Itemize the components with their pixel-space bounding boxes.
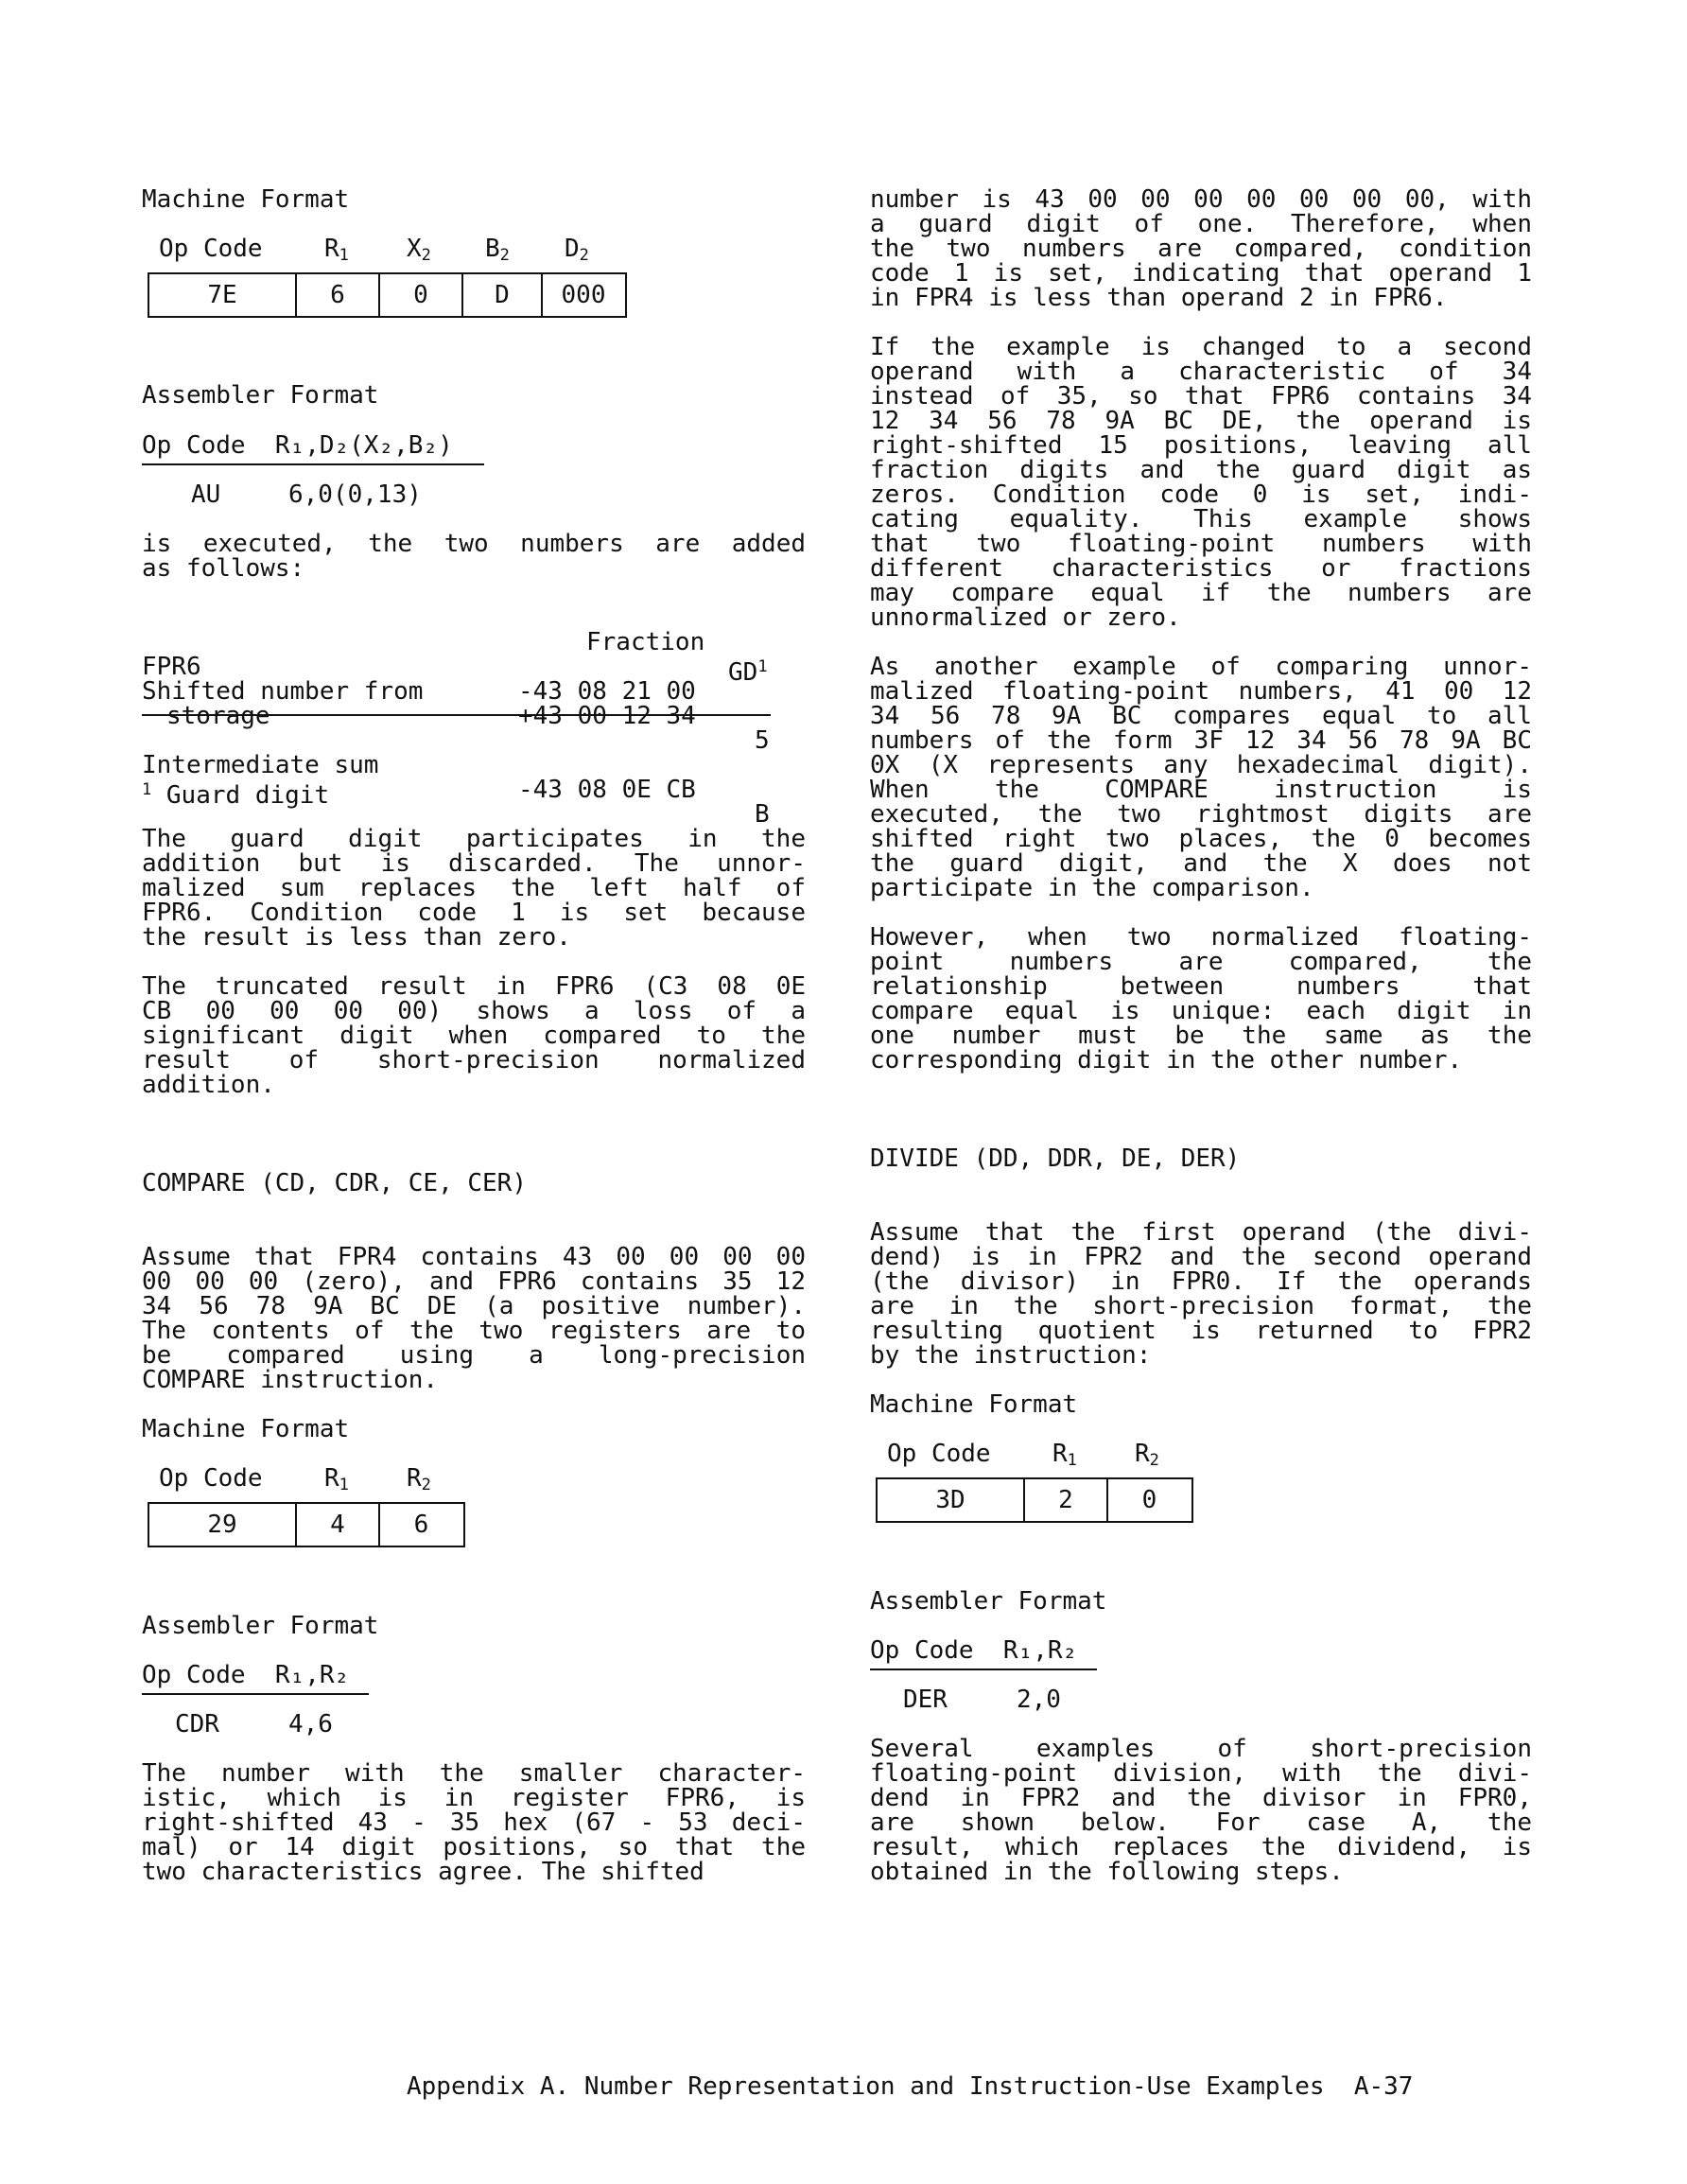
paragraph-assume-divide: Assume that the first operand (the divi- dend) is in FPR2 and the second operand (the divisor) in FPR0. If the operands are in the short-precision format, the resulting quotient is returned to FPR2 by the instruction: (870, 1218, 1532, 1370)
field-header-r1: $R_1$ (324, 235, 349, 265)
page-footer: Appendix A. Number Representation and Instruction-Use Examples A-37 (407, 2072, 1414, 2101)
instruction-format-box (148, 1502, 465, 1547)
assembler-operands: 2,0 (1017, 1686, 1061, 1714)
field-d2: 000 (561, 281, 606, 309)
field-header-r1: $R_1$ (1052, 1440, 1077, 1470)
field-header-r2: $R_2$ (1135, 1440, 1159, 1470)
field-header-opcode: Op Code (159, 235, 263, 263)
field-header-d2: $D_2$ (565, 235, 589, 265)
assembler-operands: 6,0(0,13) (288, 480, 422, 509)
sum-rule (142, 714, 771, 716)
table-row: FPR6 -43 08 21 00 (142, 653, 696, 706)
paragraph-assume-compare: Assume that FPR4 contains 43 00 00 00 00 00 00 00 (zero), and FPR6 contains 35 12 34 56 78 9A BC DE (a positive number). The contents of the two registers are to be compared using a long-precision COMPARE instruction. (142, 1243, 806, 1394)
field-r1: 2 (1025, 1479, 1108, 1521)
footnote: $^1$ Guard digit (142, 780, 330, 810)
field-header-x2: $X_2$ (407, 235, 431, 265)
paragraph-however: However, when two normalized floating- point numbers are compared, the relationship between numbers that compare equal is unique: each digit in one number must be the same as the corresponding digit in the other number. (870, 923, 1532, 1075)
assembler-format-title: Assembler Format (142, 1612, 379, 1640)
table-row-continuation: storage (166, 702, 270, 730)
assembler-mnemonic: DER (903, 1686, 948, 1714)
paragraph-several-examples: Several examples of short-precision floating-point division, with the divi- dend in FPR2 and the divisor in FPR0, are shown below. For case A, the result, which replaces the dividend, is obtained in the following steps. (870, 1735, 1532, 1886)
field-r1: 6 (297, 274, 380, 316)
assembler-format-header: Op Code R₁,R₂ (142, 1663, 369, 1695)
field-header-b2: $B_2$ (485, 235, 510, 265)
field-header-r2: $R_2$ (407, 1464, 431, 1494)
table-sum-row: Intermediate sum -43 08 0E CB B (142, 751, 770, 829)
field-opcode: 3D (878, 1479, 1025, 1521)
paragraph-guard: The guard digit participates in the addition but is discarded. The unnor- malized sum replaces the left half of FPR6. Condition code 1 is set because the result is less than zero. (142, 825, 806, 952)
assembler-format-title: Assembler Format (142, 381, 379, 410)
assembler-format-header: Op Code R₁,D₂(X₂,B₂) (142, 433, 484, 465)
paragraph-if-example: If the example is changed to a second operand with a characteristic of 34 instead of 35, so that FPR6 contains 34 12 34 56 78 9A BC DE, the operand is right-shifted 15 positions, leaving all fraction digits and the guard digit as zeros. Condition code 0 is set, indi- cating equality. This example shows that two floating-point numbers with different characteristics or fractions may compare equal if the numbers are unnormalized or zero. (870, 333, 1532, 632)
paragraph-number: number is 43 00 00 00 00 00 00 00, with a guard digit of one. Therefore, when the two numbers are compared, condition code 1 is set, indicating that operand 1 in FPR4 is less than operand 2 in FPR6. (870, 185, 1532, 312)
assembler-mnemonic: CDR (175, 1710, 219, 1738)
assembler-format-title: Assembler Format (870, 1587, 1107, 1616)
paragraph-executed: is executed, the two numbers are added as follows: (142, 530, 806, 583)
assembler-operands: 4,6 (288, 1710, 333, 1738)
field-b2: D (463, 274, 543, 316)
machine-format-title: Machine Format (142, 185, 350, 214)
field-header-opcode: Op Code (887, 1440, 991, 1468)
instruction-format-box (148, 272, 627, 318)
paragraph-another-example: As another example of comparing unnor- malized floating-point numbers, 41 00 12 34 56 78 9A BC compares equal to all numbers of the form 3F 12 34 56 78 9A BC 0X (X represents any hexadecimal digit). When the COMPARE instruction is executed, the two rightmost digits are shifted right two places, the 0 becomes the guard digit, and the X does not participate in the comparison. (870, 653, 1532, 902)
assembler-format-header: Op Code R₁,R₂ (870, 1638, 1097, 1670)
section-heading-divide: DIVIDE (DD, DDR, DE, DER) (870, 1144, 1241, 1173)
assembler-mnemonic: AU (191, 480, 221, 509)
field-header-r1: $R_1$ (324, 1464, 349, 1494)
paragraph-smaller-characteristic: The number with the smaller character- istic, which is in register FPR6, is right-shifted 43 - 35 hex (67 - 53 deci- mal) or 14 digit positions, so that the two characteristics agree. The shifted (142, 1759, 806, 1886)
table-header: Fraction $GD^1$ (586, 628, 768, 687)
table-row: Shifted number from +43 00 12 34 5 (142, 677, 770, 755)
field-r2: 6 (413, 1511, 429, 1539)
field-opcode: 7E (149, 274, 297, 316)
section-heading-compare: COMPARE (CD, CDR, CE, CER) (142, 1169, 527, 1197)
machine-format-title: Machine Format (870, 1390, 1078, 1419)
field-header-opcode: Op Code (159, 1464, 263, 1493)
field-r1: 4 (297, 1504, 380, 1546)
field-opcode: 29 (149, 1504, 297, 1546)
instruction-format-box (876, 1477, 1193, 1523)
paragraph-truncated: The truncated result in FPR6 (C3 08 0E CB 00 00 00 00) shows a loss of a significant digit when compared to the result of short-precision normalized addition. (142, 972, 806, 1099)
machine-format-title: Machine Format (142, 1415, 350, 1443)
field-x2: 0 (380, 274, 463, 316)
field-r2: 0 (1141, 1486, 1157, 1514)
